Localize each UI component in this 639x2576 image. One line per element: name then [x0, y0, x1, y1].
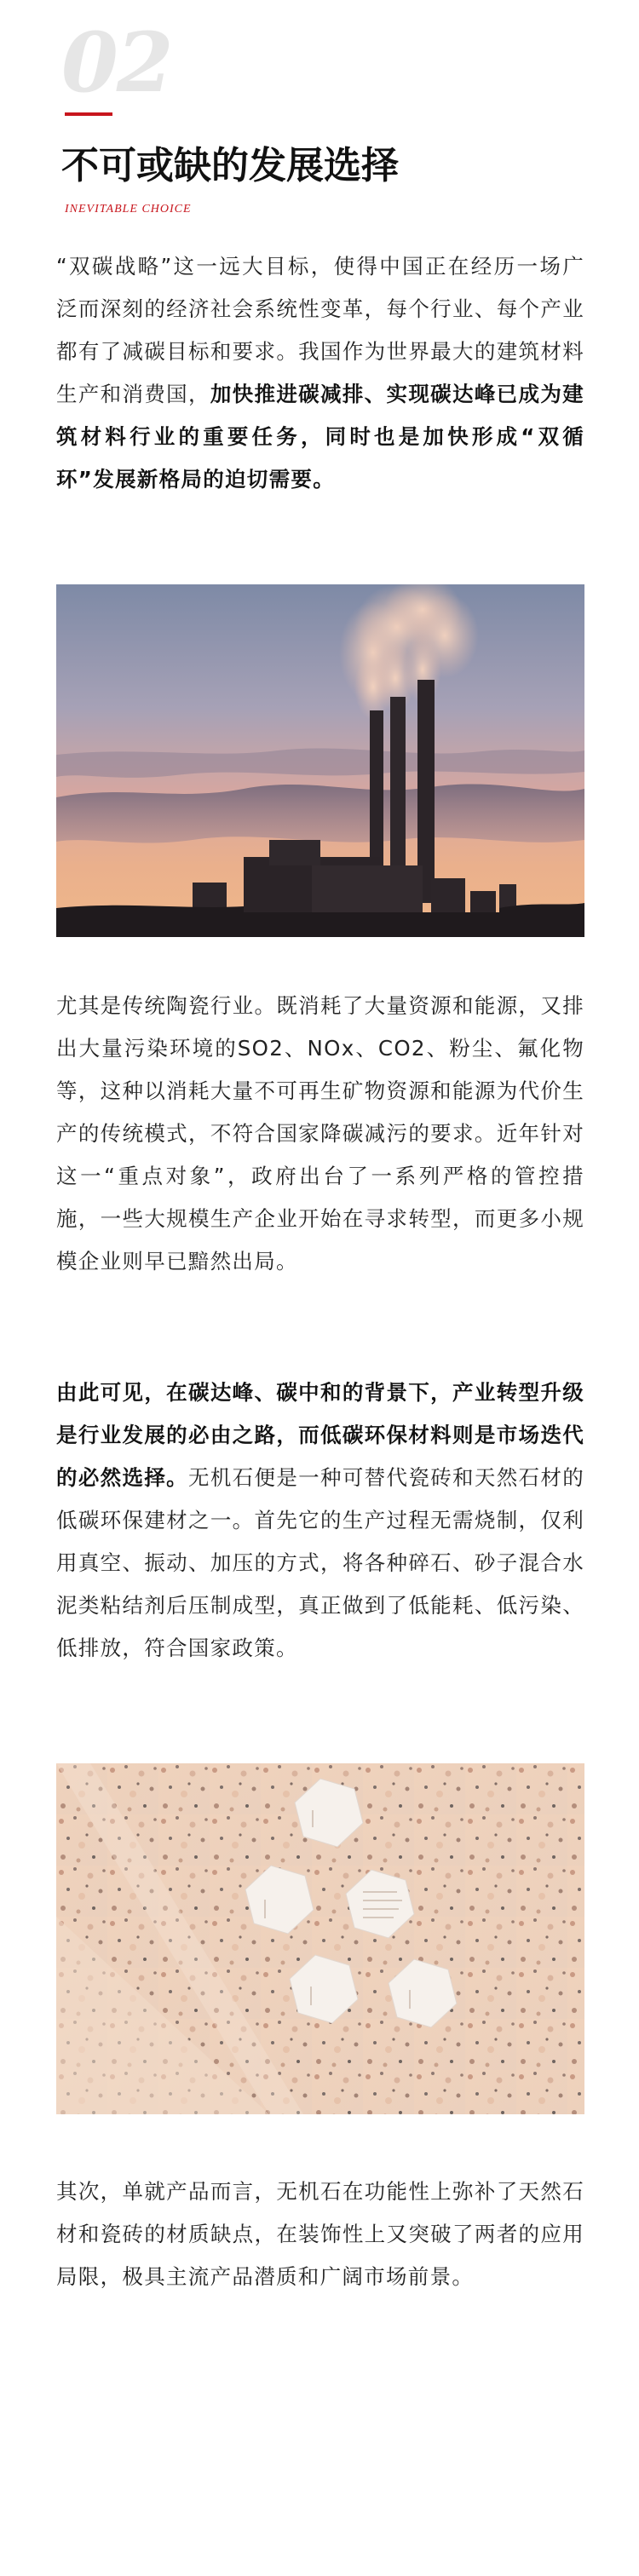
section-number: 02 [61, 14, 172, 111]
paragraph-1 [56, 245, 584, 501]
factory-smokestacks-photo [56, 584, 584, 937]
paragraph-3 [56, 1371, 584, 1670]
paragraph-1-emphasis: 加快推进碳减排、实现碳达峰已成为建筑材料行业的重要任务，同时也是加快形成“双循环”发展新格局的迫切需要。 [56, 382, 584, 492]
accent-rule [65, 112, 112, 116]
paragraph-4-text: 其次，单就产品而言，无机石在功能性上弥补了天然石材和瓷砖的材质缺点，在装饰性上又突破了两者的应用局限，极具主流产品潜质和广阔市场前景。 [56, 2179, 584, 2289]
paragraph-3-emphasis: 由此可见，在碳达峰、碳中和的背景下，产业转型升级是行业发展的必由之路，而低碳环保材料则是市场迭代的必然选择。 [56, 1380, 584, 1490]
paragraph-2-text: 尤其是传统陶瓷行业。既消耗了大量资源和能源，又排出大量污染环境的SO2、NOx、CO2、粉尘、氟化物等，这种以消耗大量不可再生矿物资源和能源为代价生产的传统模式，不符合国家降碳减污的要求。近年针对这一“重点对象”，政府出台了一系列严格的管控措施，一些大规模生产企业开始在寻求转型，而更多小规模企业则早已黯然出局。 [56, 993, 584, 1274]
terrazzo-hexagon-tiles-photo [56, 1763, 584, 2114]
section-subtitle: INEVITABLE CHOICE [65, 203, 192, 216]
paragraph-1-text: “双碳战略”这一远大目标，使得中国正在经历一场广泛而深刻的经济社会系统性变革，每个行业、每个产业都有了减碳目标和要求。我国作为世界最大的建筑材料生产和消费国， [56, 254, 584, 406]
paragraph-2 [56, 985, 584, 1283]
paragraph-4 [56, 2171, 584, 2298]
paragraph-3-text: 无机石便是一种可替代瓷砖和天然石材的低碳环保建材之一。首先它的生产过程无需烧制，仅利用真空、振动、加压的方式，将各种碎石、砂子混合水泥类粘结剂后压制成型，真正做到了低能耗、低污染、低排放，符合国家政策。 [56, 1465, 584, 1660]
section-title: 不可或缺的发展选择 [61, 144, 399, 187]
